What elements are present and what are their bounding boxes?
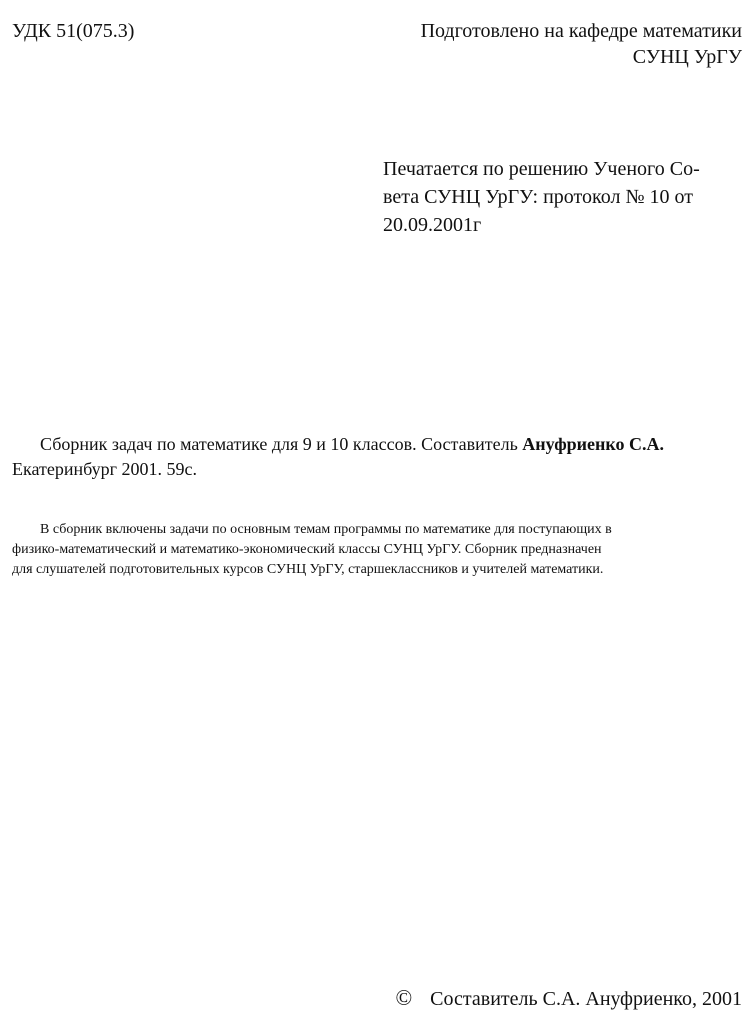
prepared-line-2: СУНЦ УрГУ <box>632 46 742 68</box>
copyright-icon: © <box>395 985 413 1010</box>
bibliographic-line-2: Екатеринбург 2001. 59с. <box>12 459 197 479</box>
printing-approval-line-3: 20.09.2001г <box>383 214 482 236</box>
copyright-notice <box>395 985 742 1012</box>
bibliographic-line-1 <box>12 432 744 457</box>
prepared-by-department <box>421 18 742 70</box>
prepared-line-1: Подготовлено на кафедре математики <box>420 20 742 42</box>
printing-approval-line-1: Печатается по решению Ученого Со- <box>383 158 700 180</box>
copyright-text: Составитель С.А. Ануфриенко, 2001 <box>430 988 742 1010</box>
printing-approval-line-2: вета СУНЦ УрГУ: протокол № 10 от <box>383 186 693 208</box>
abstract-line-1: В сборник включены задачи по основным темам программы по математике для поступающих в <box>40 522 612 537</box>
printing-approval <box>383 155 745 239</box>
abstract-line-2: физико-математический и математико-экономический классы СУНЦ УрГУ. Сборник предназначен <box>12 542 602 557</box>
bibliographic-author: Ануфриенко С.А. <box>522 434 665 454</box>
udk-code: УДК 51(075.3) <box>12 20 135 42</box>
bibliographic-record <box>12 432 744 482</box>
bibliographic-title: Сборник задач по математике для 9 и 10 классов. Составитель <box>40 434 523 454</box>
abstract <box>12 520 748 580</box>
abstract-line-3: для слушателей подготовительных курсов СУНЦ УрГУ, старшеклассников и учителей математики. <box>12 562 604 577</box>
